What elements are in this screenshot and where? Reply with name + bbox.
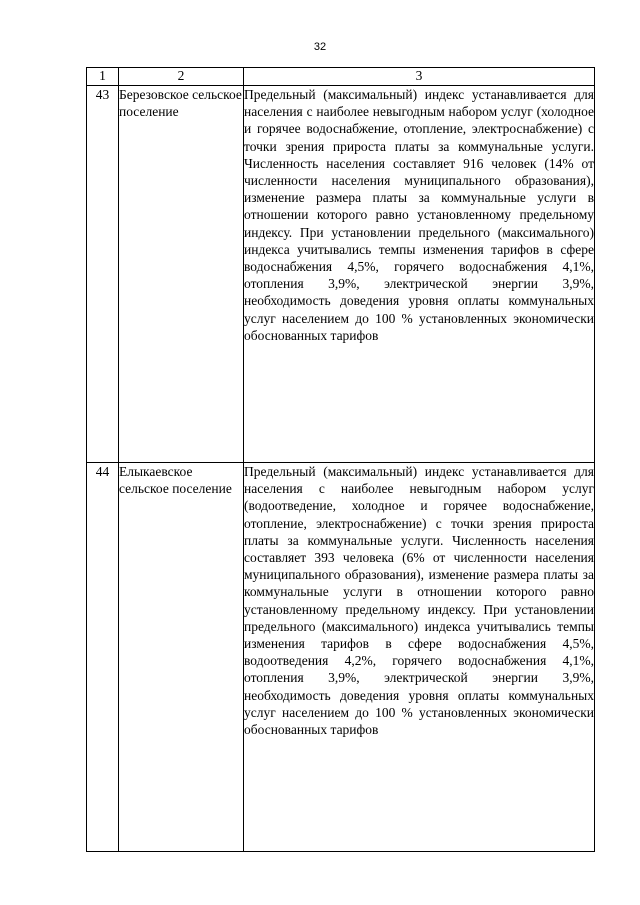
- column-header-2: 2: [119, 68, 244, 86]
- document-table: [86, 67, 595, 852]
- column-header-1: 1: [87, 68, 119, 86]
- settlement-name: Березовское сельское поселение: [119, 86, 244, 463]
- row-number: 44: [87, 463, 119, 852]
- index-description: Предельный (максимальный) индекс устанавливается для населения с наиболее невыгодным набором услуг (холодное и горячее водоснабжение, отопление, электроснабжение) с точки зрения прироста платы за коммунальные услуги. Численность населения составляет 916 человек (14% от численности населения муниципального образования), изменение размера платы за коммунальные услуги в отношении которого равно установленному предельному индексу. При установлении предельного (максимального) индекса учитывались темпы изменения тарифов в сфере водоснабжения 4,5%, горячего водоснабжения 4,1%, отопления 3,9%, электрической энергии 3,9%, необходимость доведения уровня оплаты коммунальных услуг населением до 100 % установленных экономически обоснованных тарифов: [244, 86, 595, 463]
- page-number: 32: [313, 41, 327, 53]
- table-row: [87, 463, 595, 852]
- row-number: 43: [87, 86, 119, 463]
- table-row: [87, 86, 595, 463]
- index-description: Предельный (максимальный) индекс устанавливается для населения с наиболее невыгодным набором услуг (водоотведение, холодное и горячее водоснабжение, отопление, электроснабжение) с точки зрения прироста платы за коммунальные услуги. Численность населения составляет 393 человека (6% от численности населения муниципального образования), изменение размера платы за коммунальные услуги в отношении которого равно установленному предельному индексу. При установлении предельного (максимального) индекса учитывались темпы изменения тарифов в сфере водоснабжения 4,5%, водоотведения 4,2%, горячего водоснабжения 4,1%, отопления 3,9%, электрической энергии 3,9%, необходимость доведения уровня оплаты коммунальных услуг населением до 100 % установленных экономически обоснованных тарифов: [244, 463, 595, 852]
- header-row: [87, 68, 595, 86]
- column-header-3: 3: [244, 68, 595, 86]
- settlement-name: Елыкаевское сельское поселение: [119, 463, 244, 852]
